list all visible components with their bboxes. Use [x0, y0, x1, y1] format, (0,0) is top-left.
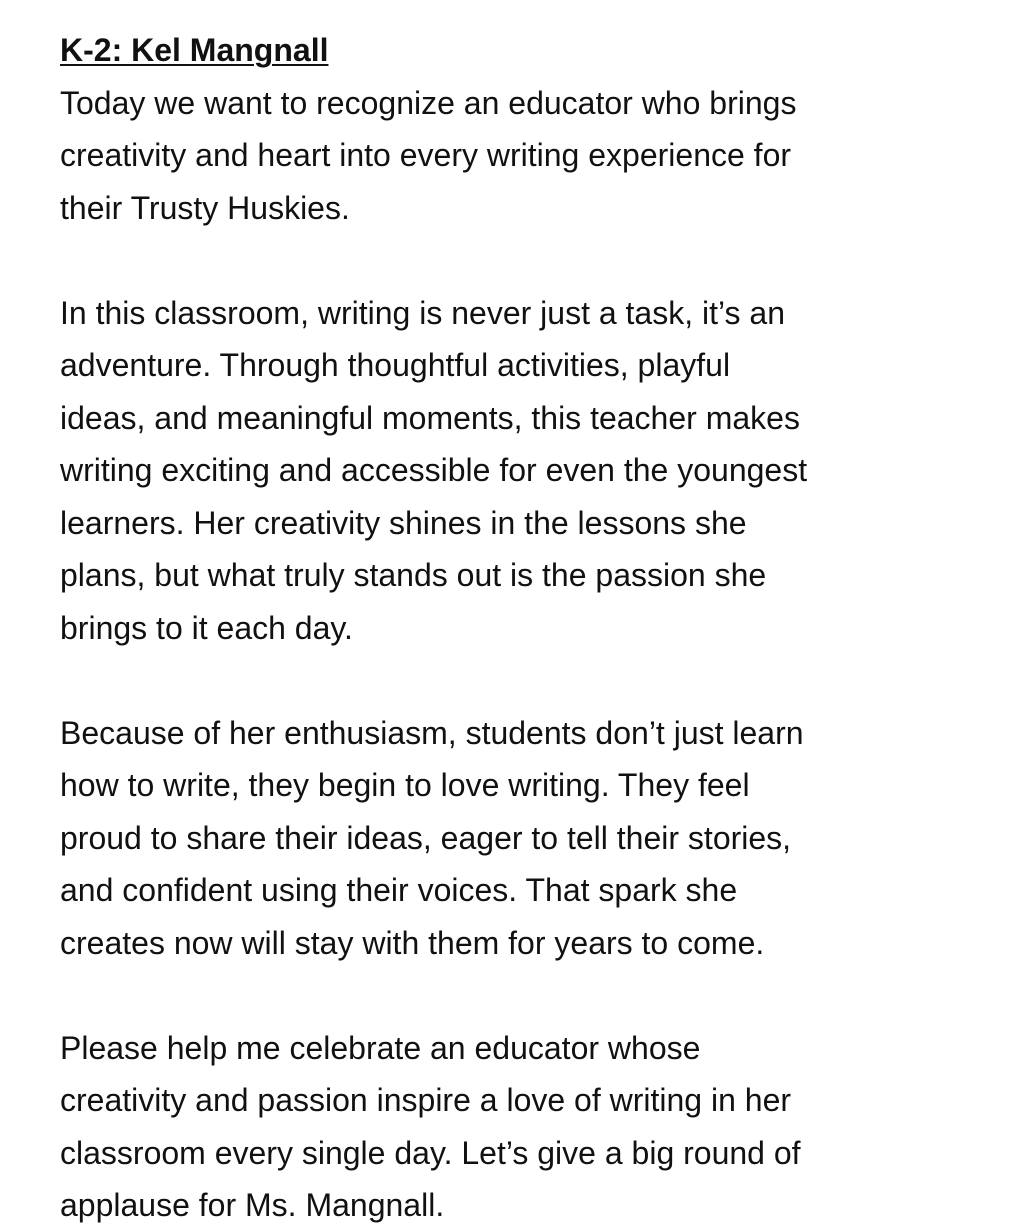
paragraph-line: plans, but what truly stands out is the passion she — [60, 557, 767, 593]
paragraph-line: In this classroom, writing is never just a task, it’s an — [60, 294, 786, 331]
paragraph-closing — [60, 1022, 990, 1232]
paragraph-line: Because of her enthusiasm, students don’t just learn — [60, 714, 804, 751]
paragraph-line: learners. Her creativity shines in the lessons she — [60, 504, 747, 541]
paragraph-line: writing exciting and accessible for even the youngest — [60, 452, 808, 488]
paragraph-classroom — [60, 287, 990, 655]
paragraph-line: creativity and heart into every writing experience for — [60, 137, 792, 173]
paragraph-line: Today we want to recognize an educator who brings — [60, 84, 797, 121]
paragraph-intro — [60, 77, 990, 235]
paragraph-spacer — [60, 234, 990, 287]
paragraph-line: ideas, and meaningful moments, this teacher makes — [60, 399, 800, 436]
paragraph-line: how to write, they begin to love writing. They feel — [60, 767, 750, 803]
document-page — [60, 24, 990, 1232]
paragraph-enthusiasm — [60, 707, 990, 970]
paragraph-spacer — [60, 969, 990, 1022]
paragraph-line: creates now will stay with them for years to come. — [60, 924, 765, 961]
paragraph-spacer — [60, 654, 990, 707]
paragraph-line: and confident using their voices. That spark she — [60, 872, 738, 908]
paragraph-line: classroom every single day. Let’s give a big round of — [60, 1134, 801, 1171]
paragraph-line: Please help me celebrate an educator whose — [60, 1029, 701, 1066]
paragraph-line: applause for Ms. Mangnall. — [60, 1187, 445, 1223]
paragraph-line: creativity and passion inspire a love of writing in her — [60, 1082, 792, 1118]
paragraph-line: brings to it each day. — [60, 609, 353, 646]
paragraph-line: their Trusty Huskies. — [60, 189, 350, 226]
paragraph-line: adventure. Through thoughtful activities, playful — [60, 347, 731, 383]
paragraph-line: proud to share their ideas, eager to tell their stories, — [60, 819, 792, 856]
document-title: K-2: Kel Mangnall — [60, 32, 329, 68]
